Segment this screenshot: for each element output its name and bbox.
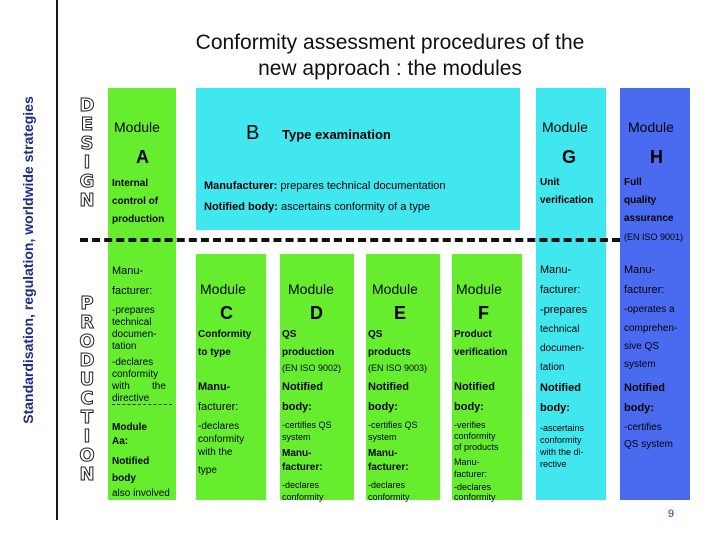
module-f-text: -declares bbox=[454, 482, 492, 492]
module-b-box bbox=[196, 88, 520, 230]
page-number: 9 bbox=[667, 508, 674, 520]
module-e-box bbox=[366, 254, 440, 500]
module-c-text: conformity bbox=[198, 434, 245, 445]
module-f-text: of products bbox=[454, 442, 499, 452]
module-g-prod-text: technical bbox=[540, 324, 580, 335]
module-f-letter: F bbox=[478, 303, 489, 323]
module-b-notified-body-text: ascertains conformity of a type bbox=[277, 201, 431, 213]
module-g-prod-text: -ascertains bbox=[540, 423, 585, 433]
module-f-box bbox=[452, 254, 522, 500]
phase-label-production bbox=[72, 294, 102, 484]
module-h-letter: H bbox=[650, 147, 663, 167]
module-h-box bbox=[620, 88, 690, 500]
phase-letter: T bbox=[80, 407, 94, 428]
module-e-text: facturer: bbox=[368, 462, 409, 473]
module-f-heading: Module bbox=[456, 281, 502, 297]
module-c-letter: C bbox=[220, 303, 233, 323]
module-h-prod-text: comprehen- bbox=[624, 323, 678, 334]
module-h-heading: Module bbox=[628, 119, 674, 135]
module-g-prod-text: Notified bbox=[540, 382, 581, 394]
module-g-prod-text: tation bbox=[540, 362, 565, 373]
module-g-prod-text: body: bbox=[540, 402, 570, 414]
module-aa-text: Module bbox=[112, 422, 147, 433]
module-h-prod-text: sive QS bbox=[624, 341, 660, 352]
module-d-box bbox=[280, 254, 354, 500]
module-c-text: Conformity bbox=[198, 329, 252, 340]
module-a-separator bbox=[112, 404, 172, 405]
module-g-prod-text: with the di- bbox=[540, 447, 584, 457]
module-g-heading: Module bbox=[542, 119, 588, 135]
module-c-box bbox=[196, 254, 266, 500]
phase-letter: S bbox=[80, 133, 94, 154]
module-b-manufacturer-label: Manufacturer: bbox=[204, 180, 278, 192]
module-a-prod-text: tation bbox=[112, 341, 137, 352]
module-h-text: assurance bbox=[624, 213, 674, 224]
phase-letter: O bbox=[79, 331, 95, 352]
module-b-notified-body-label: Notified body: bbox=[204, 201, 278, 213]
module-f-text: body: bbox=[454, 401, 484, 413]
module-a-prod-text: -prepares bbox=[112, 305, 155, 316]
module-g-prod-text: -prepares bbox=[540, 304, 588, 316]
module-a-prod-text: facturer: bbox=[112, 285, 153, 297]
module-a-prod-text: directive bbox=[112, 393, 150, 404]
phase-letter: N bbox=[79, 190, 95, 211]
module-g-prod-text: rective bbox=[540, 459, 567, 469]
module-e-heading: Module bbox=[372, 281, 418, 297]
module-d-text: Notified bbox=[282, 381, 323, 393]
module-c-text: type bbox=[198, 465, 217, 476]
module-g-letter: G bbox=[562, 147, 577, 167]
design-production-divider bbox=[80, 238, 620, 242]
module-f-text: Product bbox=[454, 329, 492, 340]
module-f-text: conformity bbox=[454, 431, 496, 441]
phase-letter: R bbox=[80, 312, 94, 333]
sidebar-title: Standardisation, regulation, worldwide strategies bbox=[20, 96, 36, 424]
module-h-prod-text: -operates a bbox=[624, 304, 675, 315]
phase-letter: D bbox=[79, 350, 95, 371]
phase-letter: U bbox=[79, 369, 95, 390]
module-d-text: production bbox=[282, 347, 335, 358]
module-f-text: Manu- bbox=[454, 457, 480, 467]
page-title bbox=[120, 30, 660, 82]
module-a-prod-text: conformity bbox=[112, 369, 159, 380]
module-a-text: production bbox=[112, 214, 165, 225]
module-d-text: body: bbox=[282, 401, 312, 413]
module-a-prod-text: documen- bbox=[112, 329, 157, 340]
module-e-text: system bbox=[368, 432, 397, 442]
module-a-prod-text: the bbox=[152, 381, 166, 392]
module-b-letter: B bbox=[246, 122, 260, 144]
module-h-prod-text: facturer: bbox=[624, 284, 665, 296]
phase-letter: P bbox=[80, 293, 94, 314]
module-g-prod-text: Manu- bbox=[540, 264, 572, 276]
module-a-letter: A bbox=[136, 147, 149, 167]
module-e-text: (EN ISO 9003) bbox=[368, 363, 428, 373]
phase-letter: C bbox=[80, 388, 94, 409]
module-aa-text: body bbox=[112, 473, 136, 484]
module-d-text: (EN ISO 9002) bbox=[282, 363, 342, 373]
module-b-manufacturer bbox=[204, 179, 446, 193]
module-d-text: conformity bbox=[282, 492, 324, 502]
sidebar bbox=[0, 0, 56, 520]
phase-label-design bbox=[72, 96, 102, 210]
module-d-heading: Module bbox=[288, 281, 334, 297]
module-h-text: (EN ISO 9001) bbox=[624, 232, 684, 242]
module-c-heading: Module bbox=[200, 281, 246, 297]
module-e-letter: E bbox=[394, 303, 407, 323]
module-f-text: -verifies bbox=[454, 420, 486, 430]
module-d-letter: D bbox=[310, 303, 323, 323]
module-c-text: facturer: bbox=[198, 401, 239, 413]
module-f-text: Notified bbox=[454, 381, 495, 393]
phase-letter: G bbox=[79, 171, 95, 192]
title-line-1: Conformity assessment procedures of the bbox=[195, 31, 585, 54]
module-f-text: conformity bbox=[454, 492, 496, 502]
module-g-prod-text: documen- bbox=[540, 343, 585, 354]
module-e-text: products bbox=[368, 347, 411, 358]
module-e-text: -declares bbox=[368, 480, 406, 490]
module-e-text: body: bbox=[368, 401, 398, 413]
module-d-text: -certifies QS bbox=[282, 420, 332, 430]
module-aa-text: also involved bbox=[112, 488, 170, 499]
module-a-prod-text: Manu- bbox=[112, 265, 144, 277]
module-h-text: Full bbox=[624, 177, 642, 188]
module-h-prod-text: system bbox=[624, 359, 656, 370]
phase-letter: E bbox=[80, 114, 94, 135]
module-b-manufacturer-text: prepares technical documentation bbox=[277, 180, 446, 192]
module-aa-text: Notified bbox=[112, 456, 150, 467]
module-g-text: verification bbox=[540, 195, 594, 206]
phase-letter: O bbox=[79, 445, 95, 466]
sidebar-divider bbox=[56, 0, 58, 520]
module-c-text: to type bbox=[198, 347, 231, 358]
phase-letter: D bbox=[79, 95, 95, 116]
module-d-text: -declares bbox=[282, 480, 320, 490]
phase-letter: I bbox=[83, 152, 91, 173]
module-g-prod-text: conformity bbox=[540, 435, 582, 445]
module-c-text: -declares bbox=[198, 421, 240, 432]
phase-letter: I bbox=[83, 426, 91, 447]
module-g-prod-text: facturer: bbox=[540, 284, 581, 296]
module-a-prod-text: technical bbox=[112, 317, 152, 328]
module-e-text: conformity bbox=[368, 492, 410, 502]
module-f-text: verification bbox=[454, 347, 508, 358]
module-g-text: Unit bbox=[540, 177, 560, 188]
module-h-prod-text: Manu- bbox=[624, 264, 656, 276]
module-e-text: Manu- bbox=[368, 448, 398, 459]
module-h-prod-text: Notified bbox=[624, 382, 665, 394]
module-d-text: system bbox=[282, 432, 311, 442]
module-e-text: Notified bbox=[368, 381, 409, 393]
module-a-text: Internal bbox=[112, 178, 149, 189]
module-f-text: facturer: bbox=[454, 469, 488, 479]
module-a-box bbox=[108, 88, 176, 500]
phase-letter: N bbox=[79, 464, 95, 485]
module-a-prod-text: with bbox=[112, 381, 130, 392]
module-b-title: Type examination bbox=[282, 127, 391, 142]
module-h-prod-text: QS system bbox=[624, 439, 673, 450]
module-d-text: facturer: bbox=[282, 462, 323, 473]
module-h-text: quality bbox=[624, 195, 657, 206]
module-g-box bbox=[536, 88, 606, 500]
module-a-heading: Module bbox=[114, 119, 160, 135]
module-d-text: QS bbox=[282, 329, 297, 340]
module-h-prod-text: -certifies bbox=[624, 422, 662, 433]
module-c-text: with the bbox=[198, 447, 233, 458]
module-b-notified-body bbox=[204, 200, 430, 214]
module-a-text: control of bbox=[112, 196, 159, 207]
module-e-text: -certifies QS bbox=[368, 420, 418, 430]
module-aa-text: Aa: bbox=[112, 436, 129, 447]
module-c-text: Manu- bbox=[198, 381, 231, 393]
module-h-prod-text: body: bbox=[624, 402, 654, 414]
module-e-text: QS bbox=[368, 329, 383, 340]
module-a-prod-text: -declares bbox=[112, 357, 154, 368]
module-d-text: Manu- bbox=[282, 448, 312, 459]
title-line-2: new approach : the modules bbox=[258, 57, 522, 80]
